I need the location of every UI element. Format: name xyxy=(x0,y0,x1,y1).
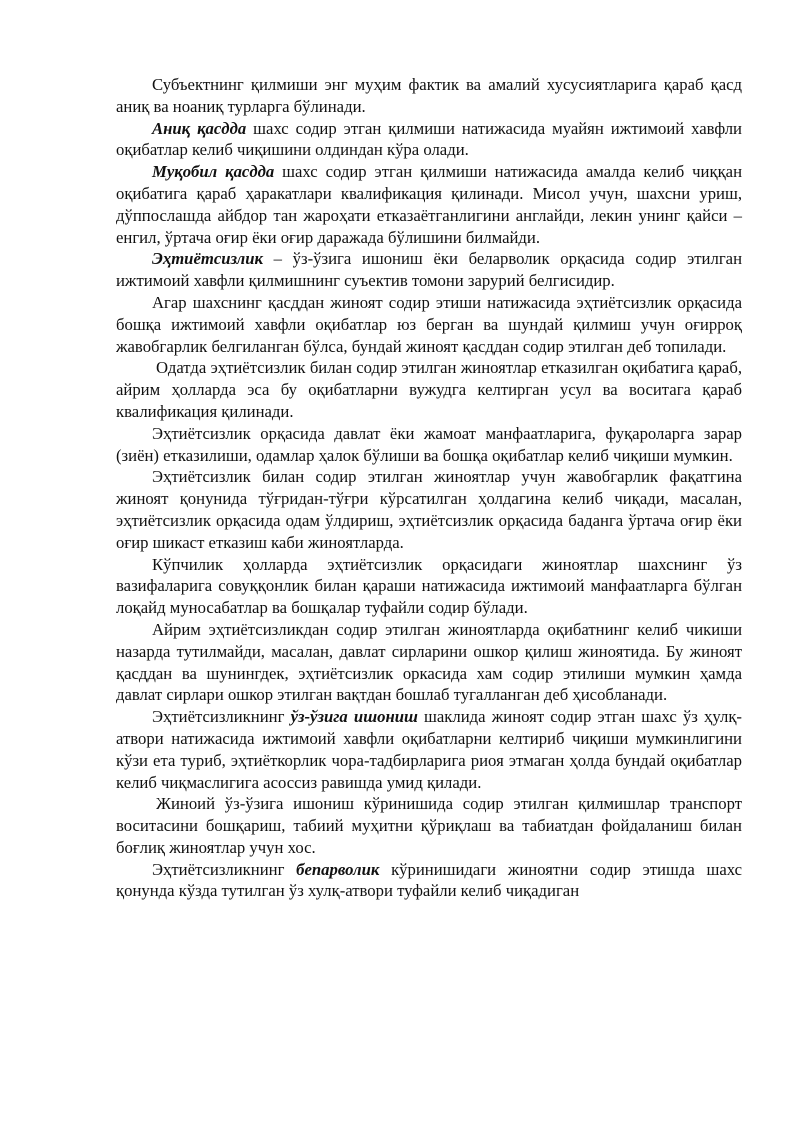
paragraph-text: Жиноий ўз-ўзига ишониш кўринишида содир этилган қилмишлар транспорт воситасини бошқариш, табиий муҳитни қўриқлаш ва табиатдан фойдаланиш билан боғлиқ жиноятлар учун хос. xyxy=(116,794,742,857)
paragraph-text: Эҳтиётсизликнинг xyxy=(152,859,297,879)
paragraph-consequences xyxy=(116,423,742,467)
paragraph-direct-intent xyxy=(116,118,742,162)
term-self-confidence: ўз-ўзига ишониш xyxy=(290,707,418,727)
paragraph-liability xyxy=(116,466,742,553)
paragraph-text: шахс содир этган қилмиши натижасида амалда келиб чиққан оқибатига қараб ҳаракатлари квалификация қилинади. Мисол учун, шахсни уриш, дўппослашда айбдор тан жароҳати етказаётганлигини англайди, лекин унинг қайси – енгил, ўртача оғир ёки оғир даражада бўлишини билмайди. xyxy=(116,162,743,247)
paragraph-text: Айрим эҳтиётсизликдан содир этилган жиноятларда оқибатнинг келиб чикиши назарда тутилмайди, масалан, давлат сирларини ошкор қилиш жиноятида. Бу жиноят қасддан ва шунингдек, эҳтиётсизлик оркасида хам содир этилиши мумкин ҳамда давлат сирлари ошкор этилган вақтдан бошлаб тугалланган деб ҳисобланади. xyxy=(116,619,742,705)
paragraph-self-confidence xyxy=(116,706,742,793)
paragraph-alternative-intent xyxy=(116,161,742,248)
paragraph-intent-types xyxy=(116,74,742,118)
paragraph-text: кўринишидаги жиноятни содир этишда шахс қонунда кўзда тутилган ўз хулқ-атвори туфайли келиб чиқадиган xyxy=(116,859,742,901)
paragraph-text: шахс содир этган қилмиши натижасида муайян ижтимоий хавфли оқибатлар келиб чиқишини олдиндан кўра олади. xyxy=(116,118,742,160)
paragraph-state-secrets xyxy=(116,619,742,706)
paragraph-text: Субъектнинг қилмиши энг муҳим фактик ва амалий хусусиятларига қараб қасд аниқ ва ноаниқ турларга бўлинади. xyxy=(116,75,742,116)
paragraph-text: Эҳтиётсизлик орқасида давлат ёки жамоат манфаатларига, фуқароларга зарар (зиён) етказилиши, одамлар ҳалок бўлиши ва бошқа оқибатлар келиб чиқиши мумкин. xyxy=(116,423,742,465)
document-page xyxy=(116,74,742,902)
paragraph-text: шаклида жиноят содир этган шахс ўз ҳулқ-атвори натижасида ижтимоий хавфли оқибатларни келтириб чиқиши мумкинлигини кўзи ета туриб, эҳтиёткорлик чора-тадбирларига риоя этмаган ҳолда бундай оқибатлар келиб чиқмаслигига асоссиз равишда умид қилади. xyxy=(116,707,742,792)
paragraph-text: Агар шахснинг қасддан жиноят содир этиши натижасида эҳтиётсизлик орқасида бошқа ижтимоий хавфли оқибатлар юз берган ва шундай қилмиш учун оғирроқ жавобгарлик белгиланган бўлса, бундай жиноят қасддан содир этилган деб топилади. xyxy=(116,292,742,356)
paragraph-carelessness xyxy=(116,859,742,903)
term-alternative-intent: Муқобил қасдда xyxy=(152,162,275,182)
paragraph-text: – ўз-ўзига ишониш ёки беларволик орқасида содир этилган ижтимоий хавфли қилмишнинг суъектив томони зарурий белгисидир. xyxy=(116,249,742,291)
paragraph-negligence-definition xyxy=(116,248,742,292)
paragraph-qualification xyxy=(116,357,742,422)
paragraph-self-confidence-crimes xyxy=(116,793,742,858)
paragraph-text: Одатда эҳтиётсизлик билан содир этилган жиноятлар етказилган оқибатига қараб, айрим ҳолларда эса бу оқибатларни вужудга келтирган усул ва воситага қараб квалификация қилинади. xyxy=(116,358,742,421)
term-carelessness: бепарволик xyxy=(296,859,380,879)
paragraph-majority-cases xyxy=(116,554,742,619)
paragraph-text: Кўпчилик ҳолларда эҳтиётсизлик орқасидаги жиноятлар шахснинг ўз вазифаларига совуққонлик билан қараши натижасида ижтимоий манфаатларга бўлган лоқайд муносабатлар ва бошқалар туфайли содир бўлади. xyxy=(116,554,742,618)
paragraph-text: Эҳтиётсизликнинг xyxy=(152,707,291,727)
term-negligence: Эҳтиётсизлик xyxy=(152,249,263,269)
paragraph-text: Эҳтиётсизлик билан содир этилган жиноятлар учун жавобгарлик фақатгина жиноят қонунида тўғридан-тўғри кўрсатилган ҳолдагина келиб чиқади, масалан, эҳтиётсизлик орқасида одам ўлдириш, эҳтиётсизлик орқасида баданга ўртача оғир ёки оғир шикаст етказиш каби жиноятларда. xyxy=(116,467,742,552)
term-direct-intent: Аниқ қасдда xyxy=(152,118,247,138)
paragraph-intentional-crime xyxy=(116,292,742,357)
